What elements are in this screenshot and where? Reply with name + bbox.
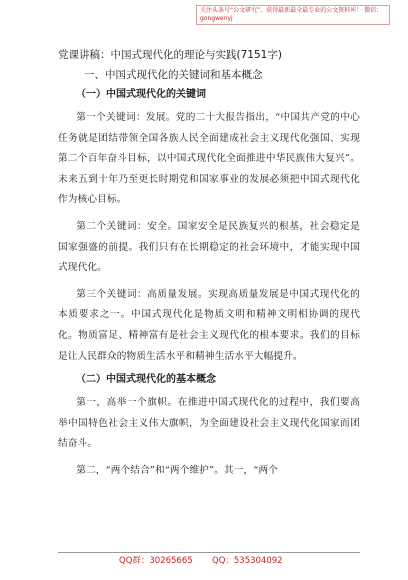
footer-qq-group: QQ群：30265665 — [119, 556, 193, 566]
paragraph: 第一个关键词：发展。党的二十大报告指出，“中国共产党的中心任务就是团结带领全国各族人民全面建成社会主义现代化强国、实现第二个百年奋斗目标，以中国式现代化全面推进中华民族伟大复兴”。未来五到十年乃至更长时期党和国家事业的发展必须把中国式现代化作为核心目标。 — [58, 112, 360, 206]
footer-qq: QQ：535304092 — [212, 556, 283, 566]
paragraph: 第三个关键词：高质量发展。实现高质量发展是中国式现代化的本质要求之一。中国式现代化是物质文明和精神文明相协调的现代化。物质富足、精神富有是社会主义现代化的根本要求。我们的目标是让人民群众的物质生活水平和精神生活水平大幅提升。 — [58, 288, 360, 362]
paragraph: 第一，高举一个旗帜。在推进中国式现代化的过程中，我们要高举中国特色社会主义伟大旗帜，为全面建设社会主义现代化国家而团结奋斗。 — [58, 397, 360, 450]
footer-divider — [58, 552, 360, 553]
subsection-heading-1: （一）中国式现代化的关键词 — [76, 89, 206, 100]
paragraph: 第二个关键词：安全。国家安全是民族复兴的根基，社会稳定是国家强盛的前提。我们只有在长期稳定的社会环境中，才能实现中国式现代化。 — [58, 220, 360, 274]
document-page — [58, 48, 360, 488]
subsection-heading-2: （二）中国式现代化的基本概念 — [76, 374, 216, 386]
section-heading-1: 一、中国式现代化的关键词和基本概念 — [84, 69, 263, 81]
paragraph: 第二，“两个结合”和“两个维护”。其一，“两个 — [76, 464, 279, 476]
watermark-banner: 关注头条号“公文研究”，获得最新最全最专业的公文资料库！ 微信：gongwenyj — [196, 5, 390, 25]
document-title: 党课讲稿：中国式现代化的理论与实践(7151字) — [58, 49, 282, 61]
